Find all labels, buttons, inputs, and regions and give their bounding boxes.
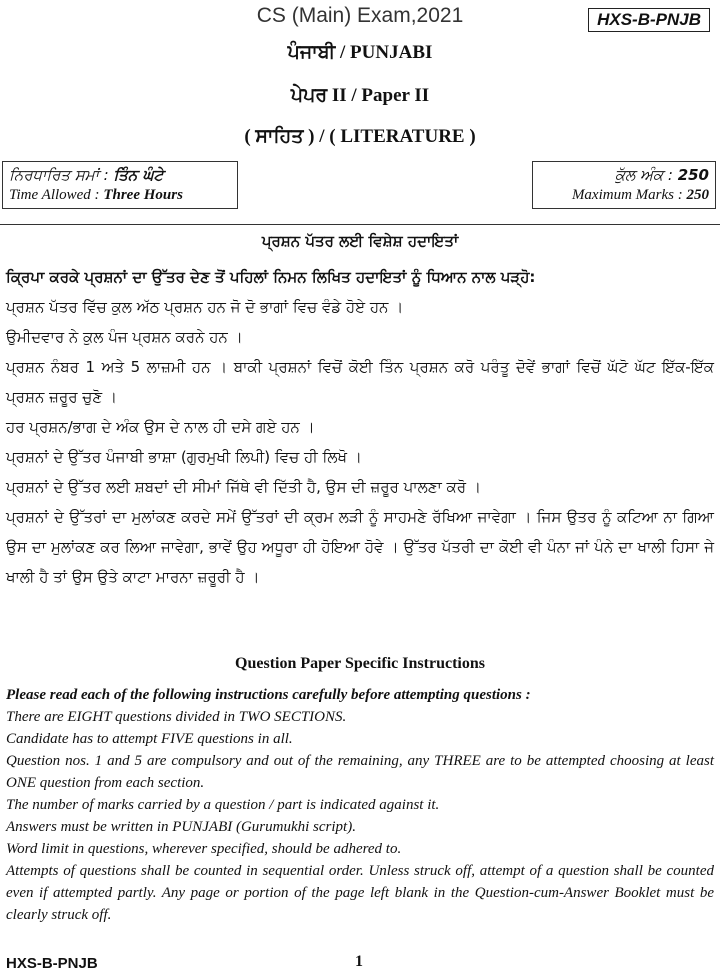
page-number: 1 [355,953,363,970]
divider [0,224,720,225]
time-allowed-english [9,185,231,205]
marks-value-en: 250 [686,187,709,203]
time-label-en: Time Allowed : [9,187,100,203]
exam-title: CS (Main) Exam,2021 [256,4,464,27]
punjabi-instruction-6: ਪ੍ਰਸ਼ਨਾਂ ਦੇ ਉੱਤਰ ਲਈ ਸ਼ਬਦਾਂ ਦੀ ਸੀਮਾਂ ਜਿੱਥੇ ਵੀ ਦਿੱਤੀ ਹੈ, ਉਸ ਦੀ ਜ਼ਰੂਰ ਪਾਲਣਾ ਕਰੋ । [6,478,481,496]
punjabi-instruction-7: ਪ੍ਰਸ਼ਨਾਂ ਦੇ ਉੱਤਰਾਂ ਦਾ ਮੁਲਾਂਕਣ ਕਰਦੇ ਸਮੇਂ ਉੱਤਰਾਂ ਦੀ ਕ੍ਰਮ ਲੜੀ ਨੂੰ ਸਾਹਮਣੇ ਰੱਖਿਆ ਜਾਵੇਗਾ । ਜਿਸ ਉਤਰ ਨੂੰ ਕਟਿਆ ਨਾ ਗਿਆ ਉਸ ਦਾ ਮੁਲਾਂਕਣ ਕਰ ਲਿਆ ਜਾਵੇਗਾ, ਭਾਵੇਂ ਉਹ ਅਧੂਰਾ ਹੀ ਹੋਇਆ ਹੋਵੇ । ਉੱਤਰ ਪੱਤਰੀ ਦਾ ਕੋਈ ਵੀ ਪੰਨਾ ਜਾਂ ਪੰਨੇ ਦਾ ਖਾਲੀ ਹਿਸਾ ਜੇ ਖਾਲੀ ਹੈ ਤਾਂ ਉਸ ਉਤੇ ਕਾਟਾ ਮਾਰਨਾ ਜ਼ਰੂਰੀ ਹੈ । [6,508,714,586]
time-allowed-box [2,161,238,209]
marks-label-en: Maximum Marks : [571,187,683,203]
english-instruction-6: Word limit in questions, wherever specified, should be adhered to. [6,841,402,857]
paper-title: ਪੇਪਰ II / Paper II [290,85,430,106]
punjabi-instructions [6,262,714,592]
english-instruction-4: The number of marks carried by a question / part is indicated against it. [6,797,440,813]
marks-punjabi [539,165,709,185]
english-instruction-1: There are EIGHT questions divided in TWO SECTIONS. [6,709,347,725]
time-value-pa: ਤਿੰਨ ਘੰਟੇ [113,166,164,184]
punjabi-instruction-1: ਪ੍ਰਸ਼ਨ ਪੱਤਰ ਵਿੱਚ ਕੁਲ ਅੱਠ ਪ੍ਰਸ਼ਨ ਹਨ ਜੋ ਦੋ ਭਾਗਾਂ ਵਿਚ ਵੰਡੇ ਹੋਏ ਹਨ । [6,298,404,316]
punjabi-instruction-4: ਹਰ ਪ੍ਰਸ਼ਨ/ਭਾਗ ਦੇ ਅੰਕ ਉਸ ਦੇ ਨਾਲ ਹੀ ਦਸੇ ਗਏ ਹਨ । [6,418,315,436]
maximum-marks-box [532,161,716,209]
punjabi-lead: ਕ੍ਰਿਪਾ ਕਰਕੇ ਪ੍ਰਸ਼ਨਾਂ ਦਾ ਉੱਤਰ ਦੇਣ ਤੋਂ ਪਹਿਲਾਂ ਨਿਮਨ ਲਿਖਿਤ ਹਦਾਇਤਾਂ ਨੂੰ ਧਿਆਨ ਨਾਲ ਪੜ੍ਹੋ: [6,268,536,286]
time-label-pa: ਨਿਰਧਾਰਿਤ ਸਮਾਂ : [9,166,109,184]
english-instruction-3: Question nos. 1 and 5 are compulsory and out of the remaining, any THREE are to be attempted choosing at least ONE question from each section. [6,753,714,791]
time-value-en: Three Hours [103,187,183,203]
english-lead: Please read each of the following instructions carefully before attempting questions : [6,687,531,703]
footer-paper-code: HXS-B-PNJB [6,955,98,972]
english-instructions-title: Question Paper Specific Instructions [235,655,485,672]
marks-english [539,185,709,205]
paper-code-box: HXS-B-PNJB [588,8,710,32]
subject-title: ਪੰਜਾਬੀ / PUNJABI [287,42,433,63]
time-allowed-punjabi [9,165,231,185]
punjabi-instruction-2: ਉਮੀਦਵਾਰ ਨੇ ਕੁਲ ਪੰਜ ਪ੍ਰਸ਼ਨ ਕਰਨੇ ਹਨ । [6,328,243,346]
marks-value-pa: 250 [677,166,709,184]
punjabi-instruction-3: ਪ੍ਰਸ਼ਨ ਨੰਬਰ 1 ਅਤੇ 5 ਲਾਜ਼ਮੀ ਹਨ । ਬਾਕੀ ਪ੍ਰਸ਼ਨਾਂ ਵਿਚੋਂ ਕੋਈ ਤਿੰਨ ਪ੍ਰਸ਼ਨ ਕਰੋ ਪਰੰਤੂ ਦੋਵੇਂ ਭਾਗਾਂ ਵਿਚੋਂ ਘੱਟੋ ਘੱਟ ਇੱਕ-ਇੱਕ ਪ੍ਰਸ਼ਨ ਜ਼ਰੂਰ ਚੁਣੋ । [6,358,714,406]
section-title-literature: ( ਸਾਹਿਤ ) / ( LITERATURE ) [244,126,476,147]
marks-label-pa: ਕੁੱਲ ਅੰਕ : [614,166,673,184]
english-instruction-7: Attempts of questions shall be counted in sequential order. Unless struck off, attempt of a question shall be counted even if attempted partly. Any page or portion of the page left blank in the Question-cum-Answer Booklet must be clearly struck off. [6,863,714,923]
english-instruction-5: Answers must be written in PUNJABI (Gurumukhi script). [6,819,356,835]
punjabi-instruction-5: ਪ੍ਰਸ਼ਨਾਂ ਦੇ ਉੱਤਰ ਪੰਜਾਬੀ ਭਾਸ਼ਾ (ਗੁਰਮੁਖੀ ਲਿਪੀ) ਵਿਚ ਹੀ ਲਿਖੋ । [6,448,362,466]
english-instruction-2: Candidate has to attempt FIVE questions in all. [6,731,293,747]
english-instructions [6,684,714,926]
punjabi-instructions-title: ਪ੍ਰਸ਼ਨ ਪੱਤਰ ਲਈ ਵਿਸ਼ੇਸ਼ ਹਦਾਇਤਾਂ [261,232,459,250]
